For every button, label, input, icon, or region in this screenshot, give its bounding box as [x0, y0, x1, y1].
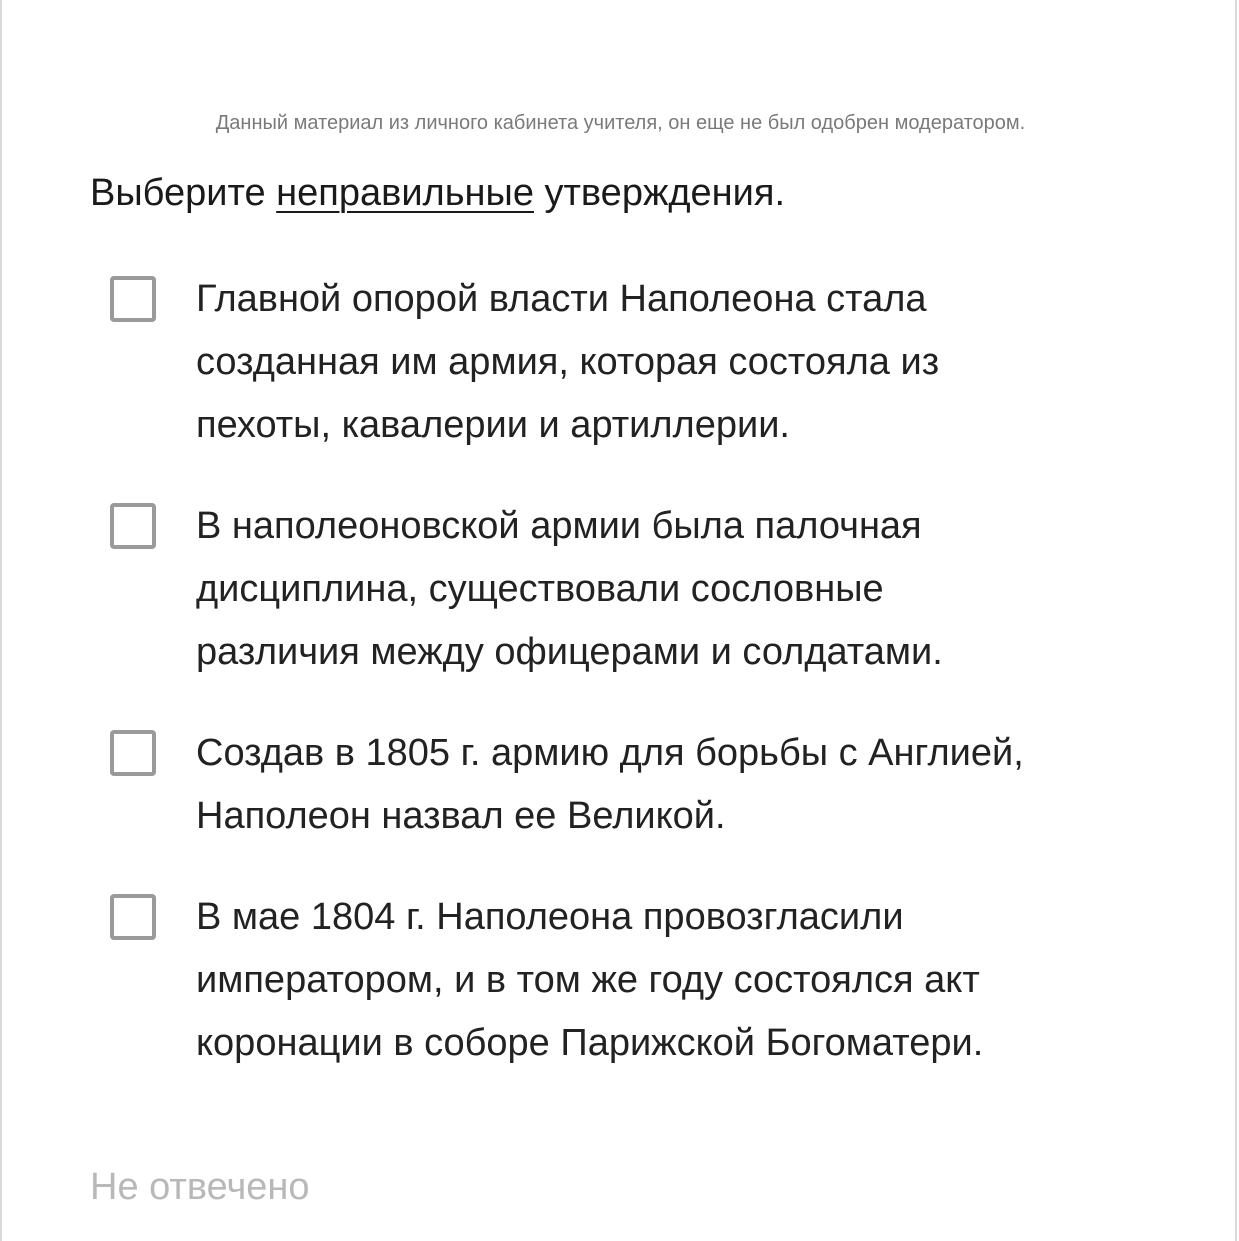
option-1[interactable] [110, 268, 1140, 457]
option-1-text[interactable] [196, 268, 1136, 457]
option-3[interactable] [110, 722, 1140, 848]
option-2-line-2: дисциплина, существовали сословные [196, 568, 884, 610]
question-prefix: Выберите [90, 172, 266, 214]
option-4-line-2: императором, и в том же году состоялся акт [196, 959, 980, 1001]
option-2-text[interactable] [196, 495, 1136, 684]
question-title [90, 172, 785, 215]
answer-status: Не отвечено [90, 1166, 310, 1208]
option-4-checkbox[interactable] [110, 894, 156, 940]
options-list [110, 268, 1140, 1113]
option-4-text[interactable] [196, 886, 1136, 1075]
option-2-line-1: В наполеоновской армии была палочная [196, 505, 922, 547]
option-1-line-3: пехоты, кавалерии и артиллерии. [196, 404, 790, 446]
option-3-line-1: Создав в 1805 г. армию для борьбы с Англией, [196, 732, 1024, 774]
question-suffix: утверждения. [544, 172, 786, 214]
option-2-line-3: различия между офицерами и солдатами. [196, 631, 943, 673]
option-4-line-1: В мае 1804 г. Наполеона провозгласили [196, 896, 904, 938]
question-emphasis: неправильные [276, 172, 534, 214]
option-2-checkbox[interactable] [110, 503, 156, 549]
option-3-text[interactable] [196, 722, 1136, 848]
option-3-line-2: Наполеон назвал ее Великой. [196, 795, 726, 837]
option-1-line-1: Главной опорой власти Наполеона стала [196, 278, 927, 320]
moderation-notice: Данный материал из личного кабинета учителя, он еще не был одобрен модератором. [215, 112, 1026, 134]
option-1-line-2: созданная им армия, которая состояла из [196, 341, 940, 383]
option-3-checkbox[interactable] [110, 730, 156, 776]
option-4[interactable] [110, 886, 1140, 1075]
option-2[interactable] [110, 495, 1140, 684]
option-4-line-3: коронации в соборе Парижской Богоматери. [196, 1022, 984, 1064]
option-1-checkbox[interactable] [110, 276, 156, 322]
